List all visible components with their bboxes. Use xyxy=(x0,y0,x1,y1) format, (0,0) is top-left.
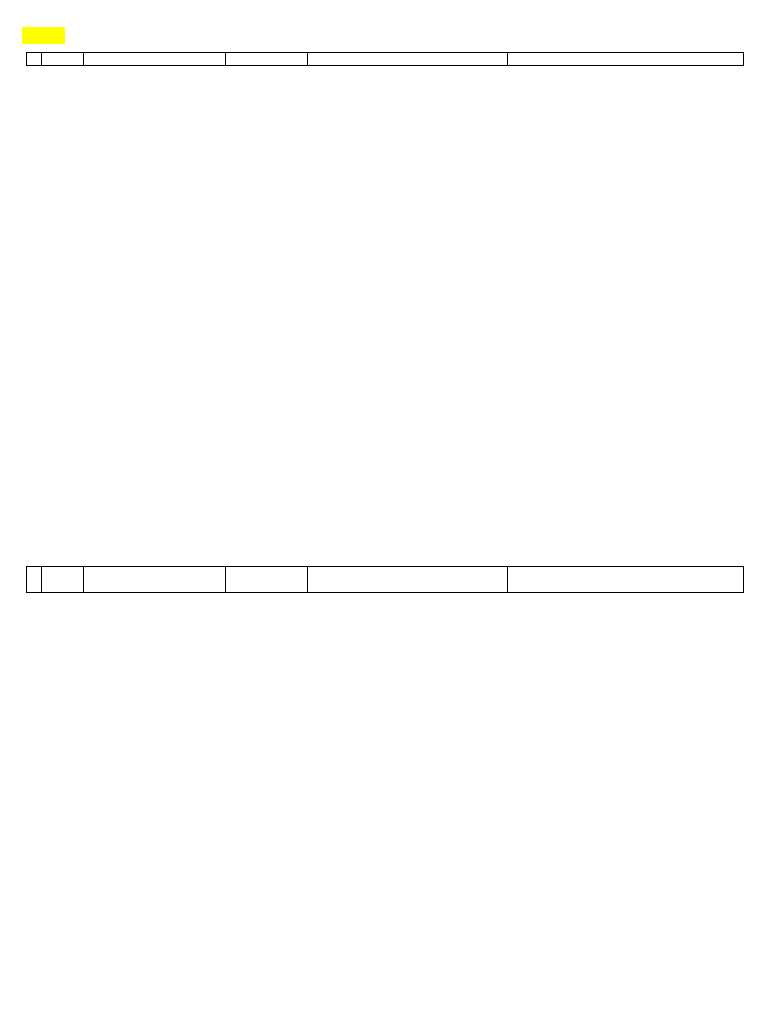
header-waktu xyxy=(42,53,84,66)
table-row-continued xyxy=(27,567,744,593)
schedule-table-2 xyxy=(26,566,744,593)
header-no xyxy=(27,53,42,66)
header-pic xyxy=(226,53,308,66)
schedule-table-1 xyxy=(26,52,744,66)
day-title xyxy=(22,27,65,44)
header-keterangan xyxy=(508,53,744,66)
cell-empty xyxy=(27,567,42,593)
cell-empty xyxy=(84,567,226,593)
cell-empty xyxy=(308,567,508,593)
cell-empty xyxy=(42,567,84,593)
cell-empty xyxy=(226,567,308,593)
header-jobdesc xyxy=(308,53,508,66)
table-header-row xyxy=(27,53,744,66)
header-kegiatan xyxy=(84,53,226,66)
cell-keterangan-continued xyxy=(508,567,744,593)
